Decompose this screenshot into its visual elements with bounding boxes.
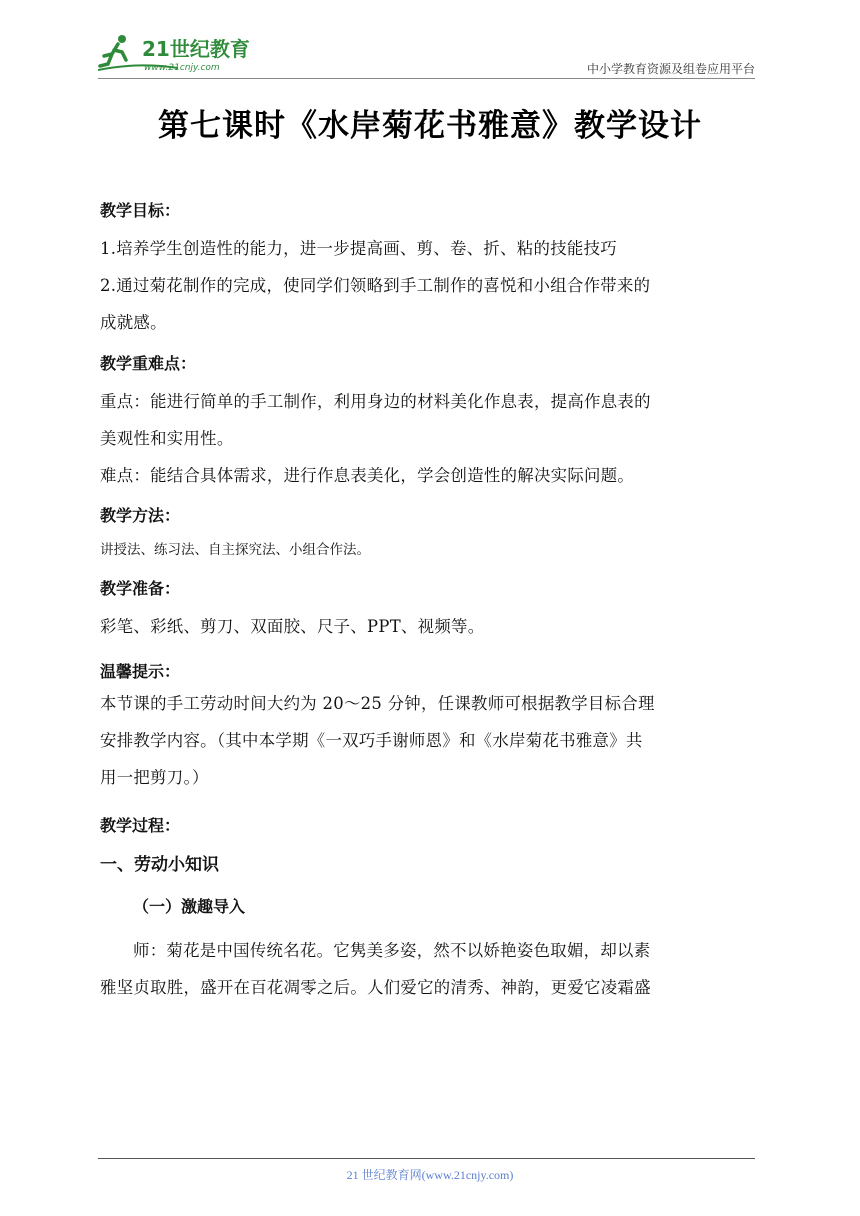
- logo: [98, 32, 268, 74]
- difficulty: 难点：能结合具体需求，进行作息表美化，学会创造性的解决实际问题。: [100, 466, 635, 485]
- tip-line-3: 用一把剪刀。）: [100, 768, 209, 787]
- tip-heading: 温馨提示：: [100, 662, 181, 681]
- goals-heading: 教学目标：: [100, 201, 181, 220]
- part-1-subheading: （一）激趣导入: [133, 897, 246, 916]
- logo-text: 21世纪教育: [142, 37, 250, 61]
- part-1-heading: 一、劳动小知识: [100, 855, 219, 875]
- page-header: [98, 30, 755, 80]
- prep-text: 彩笔、彩纸、剪刀、双面胶、尺子、PPT、视频等。: [100, 617, 485, 636]
- footer-divider: [98, 1158, 755, 1159]
- header-divider: [98, 78, 755, 79]
- document-body: [100, 198, 765, 1006]
- tip-line-1: 本节课的手工劳动时间大约为 20～25 分钟，任课教师可根据教学目标合理: [100, 694, 655, 713]
- key-point-line-2: 美观性和实用性。: [100, 429, 234, 448]
- footer-text: 21 世纪教育网(www.21cnjy.com): [346, 1168, 514, 1182]
- prep-heading: 教学准备：: [100, 579, 181, 598]
- goal-1: 1.培养学生创造性的能力，进一步提高画、剪、卷、折、粘的技能技巧: [100, 239, 617, 258]
- page-title: 第七课时《水岸菊花书雅意》教学设计: [158, 108, 702, 144]
- key-point-line-1: 重点：能进行简单的手工制作，利用身边的材料美化作息表，提高作息表的: [100, 392, 651, 411]
- paragraph-line-1: 师：菊花是中国传统名花。它隽美多姿，然不以娇艳姿色取媚，却以素: [133, 941, 651, 960]
- process-heading: 教学过程：: [100, 816, 181, 835]
- method-text: 讲授法、练习法、自主探究法、小组合作法。: [100, 542, 370, 558]
- tip-line-2: 安排教学内容。（其中本学期《一双巧手谢师恩》和《水岸菊花书雅意》共: [100, 731, 643, 750]
- goal-2-line-1: 2.通过菊花制作的完成，使同学们领略到手工制作的喜悦和小组合作带来的: [100, 276, 651, 295]
- paragraph-line-2: 雅坚贞取胜，盛开在百花凋零之后。人们爱它的清秀、神韵，更爱它凌霜盛: [100, 978, 651, 997]
- key-heading: 教学重难点：: [100, 354, 197, 373]
- goal-2-line-2: 成就感。: [100, 313, 167, 332]
- method-heading: 教学方法：: [100, 506, 181, 525]
- platform-label: 中小学教育资源及组卷应用平台: [586, 62, 755, 76]
- logo-url: www.21cnjy.com: [144, 63, 220, 73]
